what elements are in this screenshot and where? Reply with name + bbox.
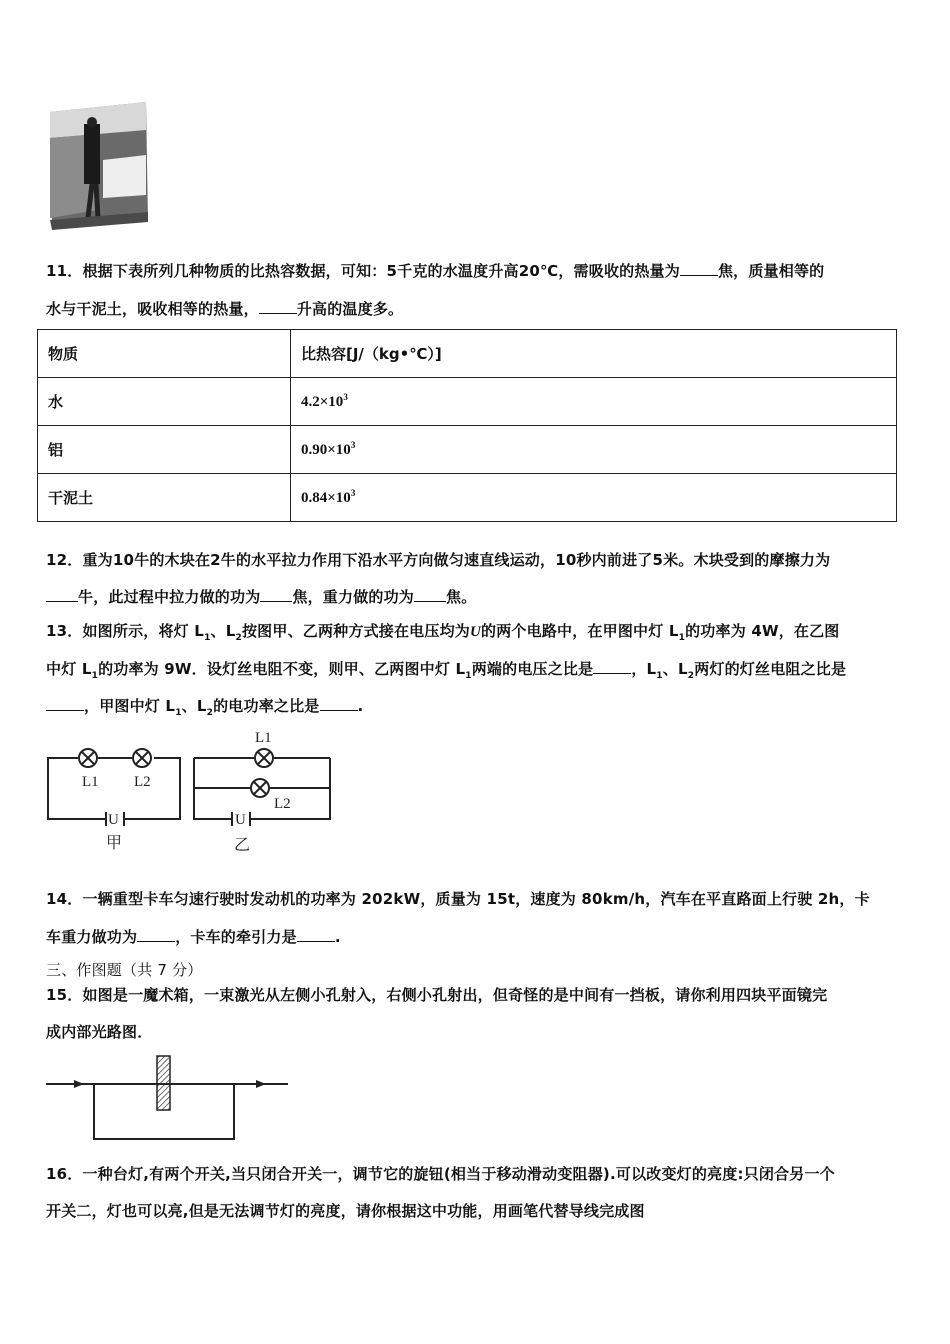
answer-blank[interactable] [46,696,84,711]
table-header-heat: 比热容[J/（kg•℃）] [291,330,897,378]
q15-line1: 15．如图是一魔术箱，一束激光从左侧小孔射入，右侧小孔射出，但奇怪的是中间有一挡板，请你利用四块平面镜完 [46,986,828,1004]
answer-blank[interactable] [320,696,358,711]
q11-line2: 水与干泥土，吸收相等的热量， 升高的温度多。 [46,300,404,318]
answer-blank[interactable] [46,587,78,602]
q12-line2: 牛，此过程中拉力做的功为 焦，重力做的功为 焦。 [46,587,476,607]
yi-caption: 乙 [234,835,251,854]
q14-line2: 车重力做功为 ，卡车的牵引力是 . [46,928,341,946]
circuit-diagram [44,722,344,857]
answer-blank[interactable] [297,927,335,942]
table-cell-substance: 水 [38,378,291,426]
jia-l2-label: L2 [134,774,151,790]
q13-line3: ，甲图中灯 $L_1$、$L_2$的电功率之比是 . [46,696,363,716]
table-cell-value: $4.2\times 10^3$ [291,378,897,426]
answer-blank[interactable] [260,587,292,602]
answer-blank[interactable] [137,927,175,942]
specific-heat-table [37,329,897,522]
table-cell-substance: 干泥土 [38,474,291,522]
section-heading: 三、作图题（共 7 分） [46,961,203,979]
jia-u-label: U [108,812,119,828]
table-row [38,474,897,522]
diver-photo [48,100,150,232]
q11-line1: 11．根据下表所列几种物质的比热容数据，可知：5千克的水温度升高20℃，需吸收的热量为 焦，质量相等的 [46,262,825,280]
table-row [38,378,897,426]
yi-l2-label: L2 [274,796,291,812]
table-row [38,426,897,474]
q13-line2: 中灯 $L_1$的功率为 9W．设灯丝电阻不变，则甲、乙两图中灯 $L_1$两端的电压之比是 ，$L_1$、$L_2$两灯的灯丝电阻之比是 [46,660,847,681]
table-header-substance: 物质 [38,330,291,378]
magic-box-diagram [44,1052,292,1144]
table-header-row [38,330,897,378]
yi-u-label: U [235,812,246,828]
answer-blank[interactable] [259,299,297,314]
q13-line1: 13．如图所示，将灯 $L_1$、$L_2$按图甲、乙两种方式接在电压均为U的两个电路中，在甲图中灯 $L_1$的功率为 4W，在乙图 [46,622,840,643]
q16-line1: 16．一种台灯,有两个开关,当只闭合开关一，调节它的旋钮(相当于移动滑动变阻器).可以改变灯的亮度:只闭合另一个 [46,1165,835,1183]
table-cell-substance: 铝 [38,426,291,474]
q12-line1: 12．重为10牛的木块在2牛的水平拉力作用下沿水平方向做匀速直线运动，10秒内前进了5米。木块受到的摩擦力为 [46,551,831,569]
answer-blank[interactable] [680,261,718,276]
jia-l1-label: L1 [82,774,99,790]
answer-blank[interactable] [414,587,446,602]
yi-l1-label: L1 [255,730,272,746]
jia-caption: 甲 [106,833,123,852]
q14-line1: 14．一辆重型卡车匀速行驶时发动机的功率为 202kW，质量为 15t，速度为 80km/h，汽车在平直路面上行驶 2h，卡 [46,890,870,908]
q15-line2: 成内部光路图． [46,1023,153,1041]
table-cell-value: $0.84\times 10^3$ [291,474,897,522]
answer-blank[interactable] [593,659,631,674]
q16-line2: 开关二，灯也可以亮,但是无法调节灯的亮度，请你根据这中功能，用画笔代替导线完成图 [46,1202,645,1220]
table-cell-value: $0.90\times 10^3$ [291,426,897,474]
